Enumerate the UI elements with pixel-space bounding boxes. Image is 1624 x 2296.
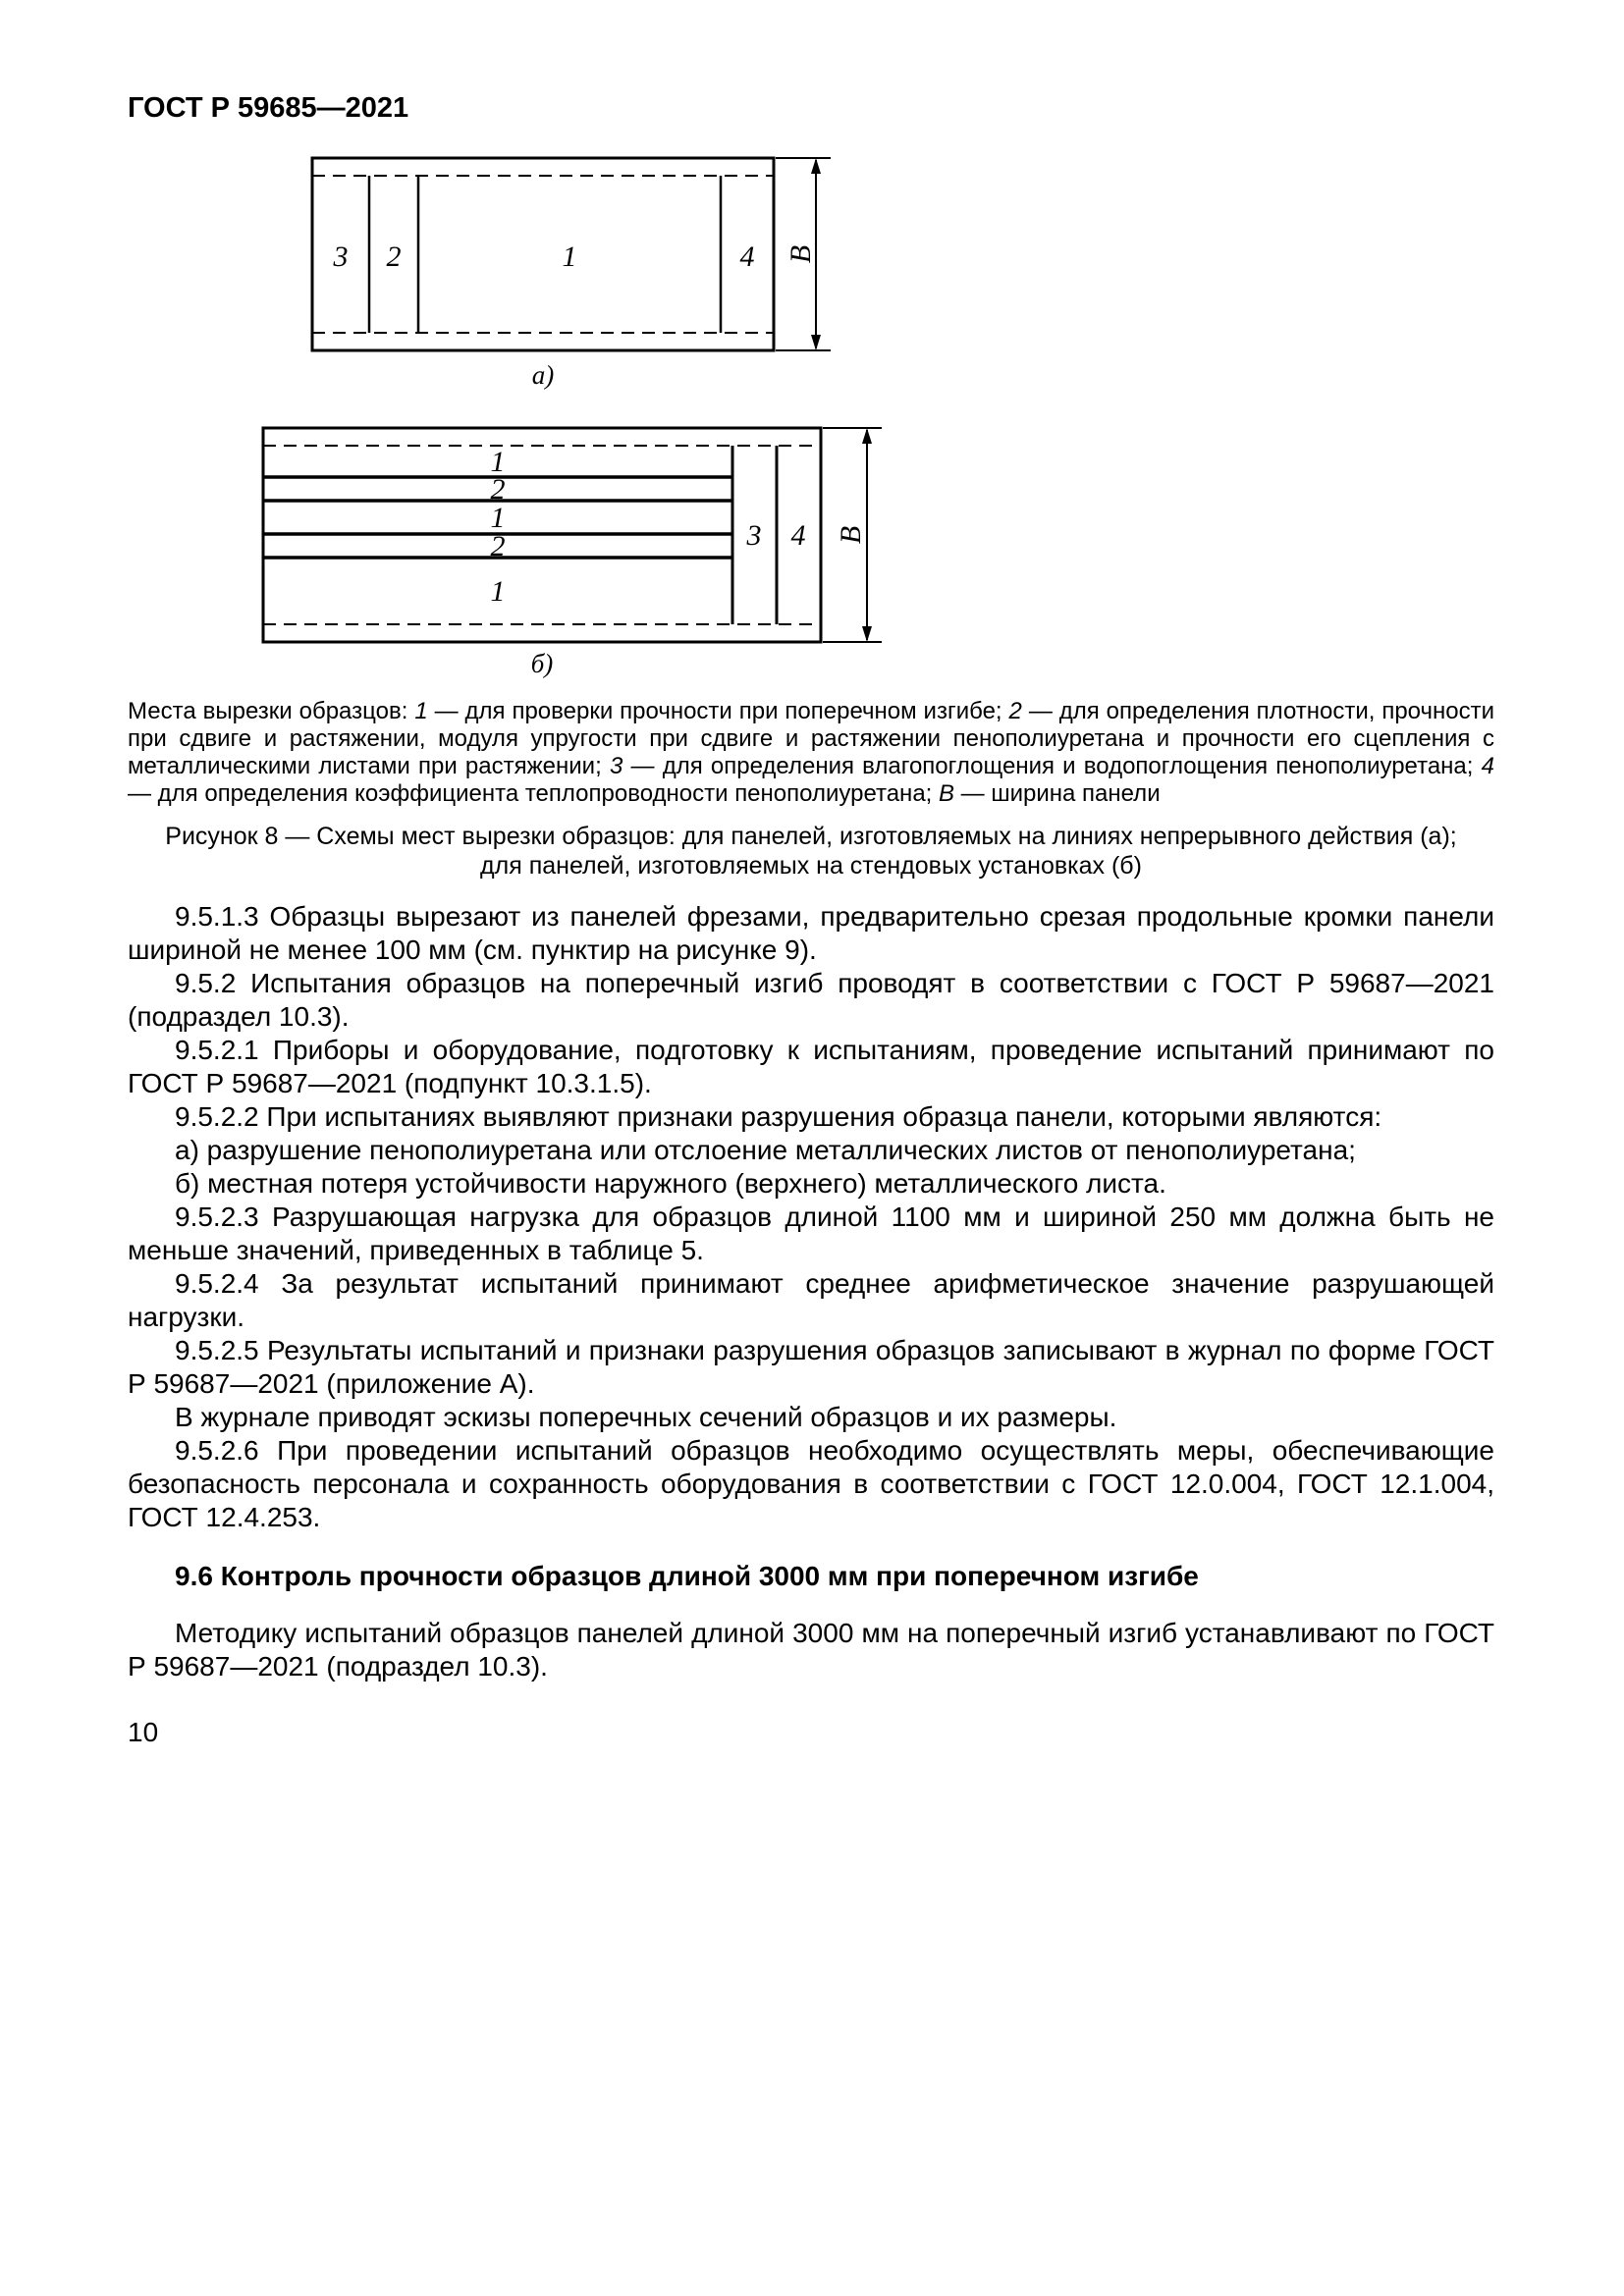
paragraph-9-5-2-3: 9.5.2.3 Разрушающая нагрузка для образцов длиной 1100 мм и шириной 250 мм должна быть не меньше значений, приведенных в таблице 5.: [128, 1201, 1494, 1265]
legend-key-2: 2: [1008, 698, 1022, 724]
legend-key-1: 1: [414, 698, 428, 724]
paragraph-9-5-2: 9.5.2 Испытания образцов на поперечный изгиб проводят в соответствии с ГОСТ Р 59687—2021 (подраздел 10.3).: [128, 968, 1494, 1032]
dimension-arrow-up: [811, 158, 821, 174]
document-header: ГОСТ Р 59685—2021: [128, 92, 409, 124]
paragraph-9-6-body: Методику испытаний образцов панелей длиной 3000 мм на поперечный изгиб устанавливают по ГОСТ Р 59687—2021 (подраздел 10.3).: [128, 1618, 1494, 1682]
figure-caption-line1: Рисунок 8 — Схемы мест вырезки образцов: для панелей, изготовляемых на линиях непрерывного действия (а);: [165, 823, 1457, 850]
paragraph-9-5-2-5: 9.5.2.5 Результаты испытаний и признаки разрушения образцов записывают в журнал по форме ГОСТ Р 59687—2021 (приложение А).: [128, 1335, 1494, 1399]
section-heading-9-6: 9.6 Контроль прочности образцов длиной 3000 мм при поперечном изгибе: [175, 1561, 1199, 1591]
column-label-4: 4: [790, 519, 806, 552]
body-text: [128, 900, 1494, 1683]
specimen-cut-lines: [369, 176, 721, 333]
legend-text: — для определения влагопоглощения и водопоглощения пенополиуретана;: [623, 753, 1482, 779]
section-label-2: 2: [386, 240, 402, 273]
figure-b-sublabel: б): [530, 649, 554, 678]
page-number: 10: [128, 1717, 159, 1747]
figure-legend: [128, 698, 1494, 808]
section-label-4: 4: [739, 240, 755, 273]
legend-text: — для определения плотности, прочности при сдвиге и растяжении, модуля упругости при сдвиге и растяжении пенополиуретана и прочности его сцепления с металлическими листами при растяжении;: [128, 698, 1495, 779]
dimension-arrow-down: [811, 335, 821, 350]
legend-key-4: 4: [1481, 753, 1495, 779]
paragraph-9-5-2-2: 9.5.2.2 При испытаниях выявляют признаки разрушения образца панели, которыми являются:: [175, 1101, 1382, 1132]
list-item-b: б) местная потеря устойчивости наружного (верхнего) металлического листа.: [175, 1168, 1166, 1199]
legend-key-3: 3: [609, 753, 623, 779]
figure-a-diagram: [293, 148, 842, 392]
legend-text: — ширина панели: [954, 780, 1161, 807]
paragraph-9-5-2-4: 9.5.2.4 За результат испытаний принимают среднее арифметическое значение разрушающей нагрузки.: [128, 1268, 1494, 1332]
dimension-arrow-up: [862, 428, 872, 444]
section-label-3: 3: [333, 240, 349, 273]
figure-a-sublabel: а): [531, 360, 555, 390]
strip-label-1b: 1: [490, 502, 506, 534]
strip-label-2a: 2: [490, 473, 506, 506]
dimension-arrow-down: [862, 626, 872, 642]
panel-outline: [312, 158, 774, 350]
width-label: В: [835, 525, 867, 545]
strip-label-1a: 1: [490, 446, 506, 478]
paragraph-journal-note: В журнале приводят эскизы поперечных сечений образцов и их размеры.: [175, 1402, 1117, 1432]
legend-text: Места вырезки образцов:: [128, 698, 415, 724]
paragraph-9-5-2-6: 9.5.2.6 При проведении испытаний образцов необходимо осуществлять меры, обеспечивающие безопасность персонала и сохранность оборудования в соответствии с ГОСТ 12.0.004, ГОСТ 12.1.004, ГОСТ 12.4.253.: [128, 1435, 1494, 1532]
legend-text: — для проверки прочности при поперечном изгибе;: [427, 698, 1009, 724]
page-content: [128, 0, 1494, 1748]
paragraph-9-5-2-1: 9.5.2.1 Приборы и оборудование, подготовку к испытаниям, проведение испытаний принимают по ГОСТ Р 59687—2021 (подпункт 10.3.1.5).: [128, 1035, 1494, 1098]
paragraph-9-5-1-3: 9.5.1.3 Образцы вырезают из панелей фрезами, предварительно срезая продольные кромки панели шириной не менее 100 мм (см. пунктир на рисунке 9).: [128, 901, 1494, 965]
width-label: В: [785, 244, 817, 264]
strip-label-2b: 2: [490, 530, 506, 562]
legend-text: — для определения коэффициента теплопроводности пенополиуретана;: [128, 780, 939, 807]
figure-caption: [128, 822, 1494, 881]
list-item-a: а) разрушение пенополиуретана или отслоение металлических листов от пенополиуретана;: [175, 1135, 1356, 1165]
figure-caption-line2: для панелей, изготовляемых на стендовых установках (б): [480, 852, 1142, 880]
column-label-3: 3: [746, 519, 762, 552]
legend-key-B: В: [939, 780, 955, 807]
section-label-1: 1: [562, 240, 577, 273]
figure-b-diagram: [253, 421, 892, 680]
strip-label-1c: 1: [490, 575, 506, 608]
